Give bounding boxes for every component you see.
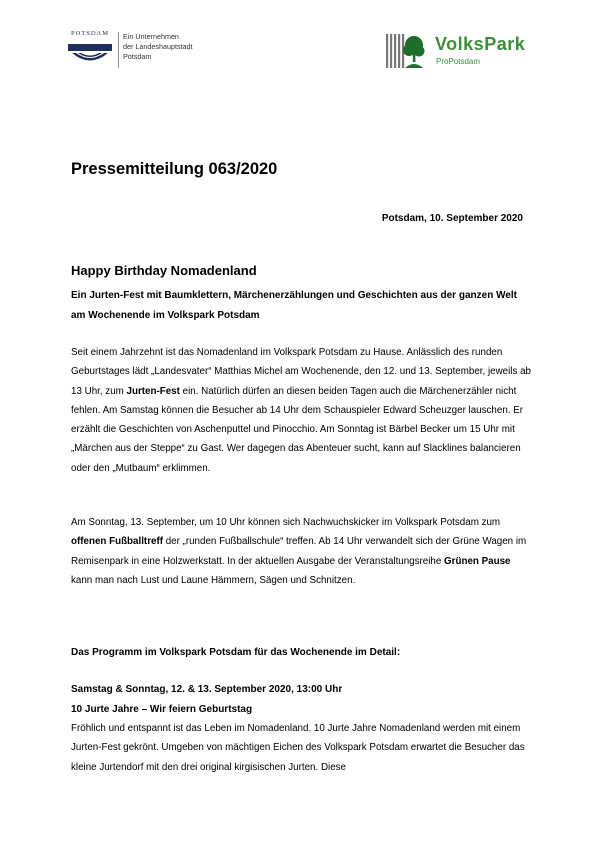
potsdam-emblem-icon [66, 32, 114, 68]
event-title: 10 Jurte Jahre – Wir feiern Geburtstag [71, 704, 253, 715]
subheadline: Ein Jurten-Fest mit Baumklettern, Märchenerzählungen und Geschichten aus der ganzen Welt am Wochenende im Volkspark Potsdam [71, 290, 518, 321]
volkspark-logo [385, 32, 565, 72]
volkspark-name: VolksPark [435, 34, 526, 54]
logo-left-line2: der Landeshauptstadt [123, 42, 193, 51]
paragraph-1 [71, 343, 531, 478]
p2-text-c: der „runden Fußballschule“ treffen. Ab 14 Uhr verwandelt sich der Grüne Wagen im Remisenpark in eine Holzwerkstatt. In der aktuellen Ausgabe der Veranstaltungsreihe [71, 536, 527, 567]
logo-left-line3: Potsdam [123, 52, 152, 61]
p2-text-a: Am Sonntag, 13. September, um 10 Uhr können sich Nachwuchskicker im Volkspark Potsdam zum [71, 517, 501, 528]
logo-divider [118, 32, 119, 68]
headline: Happy Birthday Nomadenland [71, 263, 257, 278]
logo-left-line1: Ein Unternehmen [123, 32, 179, 41]
potsdam-logo [66, 30, 206, 70]
paragraph-3: Fröhlich und entspannt ist das Leben im Nomadenland. 10 Jurte Jahre Nomadenland werden mit einem Jurten-Fest gekrönt. Umgeben von mächtigen Eichen des Volkspark Potsdam erwartet die Besucher das kleine Jurtendorf mit den drei original kirgisischen Jurten. Diese [71, 723, 525, 773]
p1-bold-jurten-fest: Jurten-Fest [126, 385, 180, 397]
p2-text-e: kann man nach Lust und Laune Hämmern, Sägen und Schnitzen. [71, 574, 356, 586]
p1-text-a: Seit einem Jahrzehnt ist das Nomadenland im Volkspark Potsdam zu Hause. Anlässlich des runden Geburtstages lädt „Landesvater“ Matthias Michel am Wochenende, den 12. und 13. September, jeweils ab 13 Uhr, zum [71, 347, 531, 397]
logo-left-text [123, 32, 193, 62]
program-heading: Das Programm im Volkspark Potsdam für das Wochenende im Detail: [71, 647, 401, 658]
page-title: Pressemitteilung 063/2020 [71, 160, 278, 178]
p1-text-c: ein. Natürlich dürfen an diesen beiden Tagen auch die Märchenerzähler nicht fehlen. Am Samstag können die Besucher ab 14 Uhr dem Schauspieler Edward Scheuzger lauschen. Er erzählt die Geschichten von Aschenputtel und Pinocchio. Am Sonntag ist Bärbel Becker um 15 Uhr mit „Märchen aus der Steppe“ zu Gast. Wer dagegen das Abenteuer sucht, kann auf Slacklines balancieren oder den „Mutbaum“ erklimmen. [71, 385, 524, 474]
event-date: Samstag & Sonntag, 12. & 13. September 2020, 13:00 Uhr [71, 684, 343, 695]
p2-bold-fussballtreff: offenen Fußballtreff [71, 536, 163, 548]
potsdam-wordmark: POTSDAM [70, 30, 110, 37]
p2-bold-gruene-pause: Grünen Pause [444, 555, 511, 567]
paragraph-2 [71, 513, 531, 590]
press-date: Potsdam, 10. September 2020 [381, 213, 523, 224]
tree-gate-icon [385, 32, 425, 70]
volkspark-sub: ProPotsdam [436, 57, 481, 66]
